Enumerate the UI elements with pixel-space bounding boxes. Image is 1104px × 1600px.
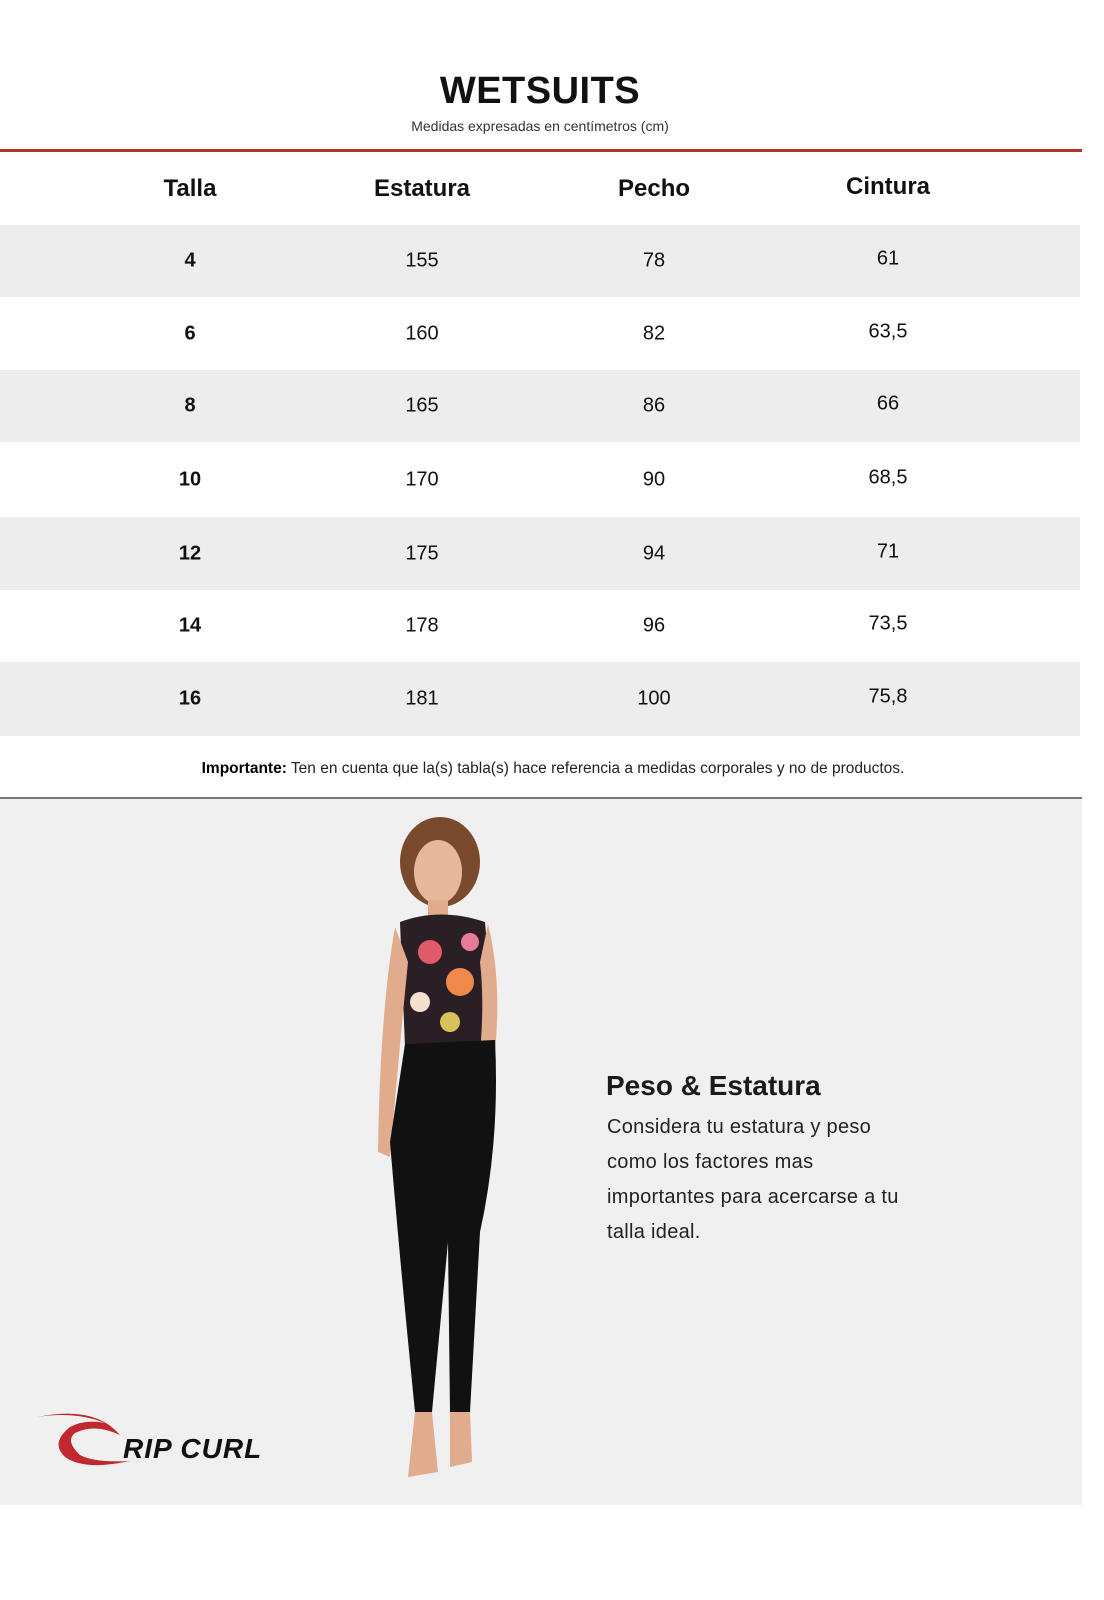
table-header-row (0, 152, 1080, 225)
info-text: Considera tu estatura y peso como los factores mas importantes para acercarse a tu talla ideal. (607, 1116, 899, 1243)
cell-cintura: 66 (876, 392, 900, 415)
cell-pecho: 86 (642, 394, 666, 417)
cell-estatura: 170 (405, 468, 439, 490)
wave-icon (37, 1414, 130, 1466)
cell-estatura: 160 (405, 322, 439, 344)
page-title: WETSUITS (439, 70, 641, 112)
table-row (0, 225, 1080, 297)
table-row (0, 370, 1080, 442)
important-note (0, 760, 1104, 778)
table-row (0, 297, 1080, 370)
header-cintura: Cintura (846, 172, 930, 200)
cell-cintura: 73,5 (868, 612, 908, 635)
cell-cintura: 71 (876, 540, 900, 562)
cell-talla: 10 (178, 468, 202, 490)
cell-talla: 8 (184, 394, 196, 417)
page-subtitle: Medidas expresadas en centímetros (cm) (411, 118, 669, 134)
model-wetsuit-image (360, 812, 560, 1492)
table-row (0, 590, 1080, 662)
table-row (0, 442, 1080, 517)
cell-estatura: 165 (405, 394, 439, 417)
cell-talla: 12 (178, 542, 202, 564)
cell-estatura: 175 (405, 542, 439, 564)
note-label: Importante: (201, 760, 287, 777)
cell-pecho: 100 (637, 687, 671, 710)
cell-pecho: 78 (642, 249, 666, 272)
cell-pecho: 94 (642, 542, 666, 564)
cell-estatura: 155 (405, 249, 439, 272)
cell-pecho: 90 (642, 468, 666, 490)
cell-talla: 6 (184, 322, 196, 344)
cell-estatura: 178 (405, 614, 439, 637)
info-title: Peso & Estatura (606, 1070, 821, 1101)
header-pecho: Pecho (617, 174, 691, 202)
table-row (0, 517, 1080, 590)
cell-pecho: 96 (642, 614, 666, 637)
cell-cintura: 61 (876, 247, 900, 270)
header-estatura: Estatura (373, 174, 471, 202)
ripcurl-logo (35, 1405, 315, 1475)
cell-cintura: 75,8 (868, 685, 908, 708)
cell-estatura: 181 (405, 687, 439, 710)
cell-pecho: 82 (642, 322, 666, 344)
cell-cintura: 63,5 (868, 320, 908, 342)
note-text: Ten en cuenta que la(s) tabla(s) hace referencia a medidas corporales y no de productos. (286, 760, 905, 777)
cell-cintura: 68,5 (868, 466, 908, 488)
cell-talla: 14 (178, 614, 202, 637)
cell-talla: 16 (178, 687, 202, 710)
cell-talla: 4 (184, 249, 196, 272)
logo-text: RIP CURL (123, 1433, 263, 1464)
table-row (0, 662, 1080, 736)
header-talla: Talla (163, 174, 217, 202)
